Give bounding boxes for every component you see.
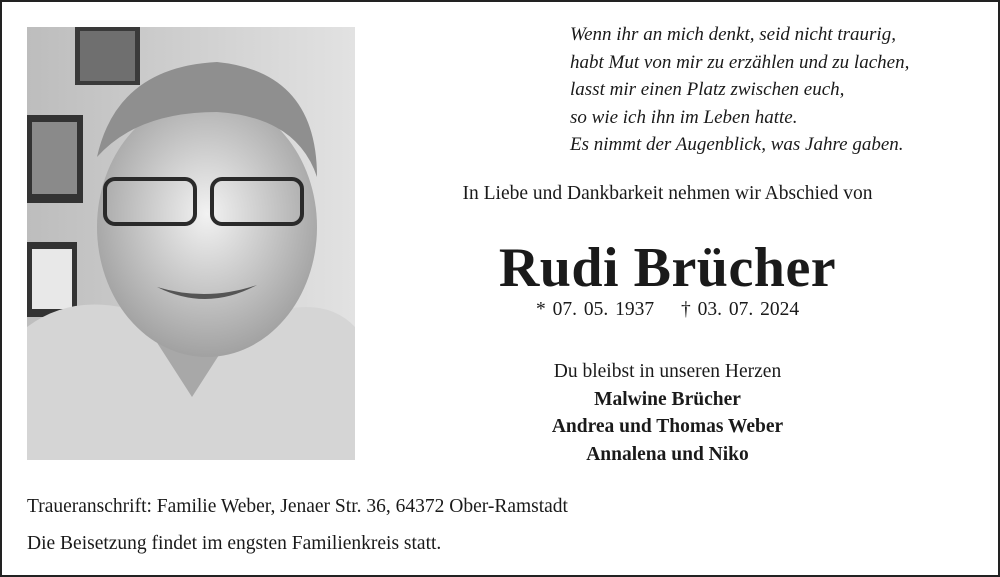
family-block [380, 358, 955, 468]
mourning-address: Traueranschrift: Familie Weber, Jenaer Str. 36, 64372 Ober-Ramstadt [27, 496, 568, 517]
poem-line: habt Mut von mir zu erzählen und zu lachen, [570, 51, 910, 73]
death-date: † 03. 07. 2024 [680, 299, 800, 320]
family-member: Andrea und Thomas Weber [551, 416, 784, 437]
portrait-photo [27, 27, 355, 460]
poem-line: Wenn ihr an mich denkt, seid nicht traurig, [570, 24, 896, 45]
family-member: Annalena und Niko [586, 443, 749, 465]
poem-line: lasst mir einen Platz zwischen euch, [570, 79, 845, 100]
family-line: Du bleibst in unseren Herzen [553, 361, 782, 382]
poem-line: so wie ich ihn im Leben hatte. [570, 106, 798, 128]
poem [570, 21, 909, 159]
birth-date: * 07. 05. 1937 [535, 299, 655, 320]
poem-line: Es nimmt der Augenblick, was Jahre gaben. [570, 134, 904, 155]
funeral-note: Die Beisetzung findet im engsten Familienkreis statt. [27, 533, 442, 554]
life-dates [380, 299, 955, 321]
family-member: Malwine Brücher [594, 388, 741, 410]
deceased-name: Rudi Brücher [498, 237, 837, 299]
intro-text: In Liebe und Dankbarkeit nehmen wir Abschied von [462, 183, 873, 204]
